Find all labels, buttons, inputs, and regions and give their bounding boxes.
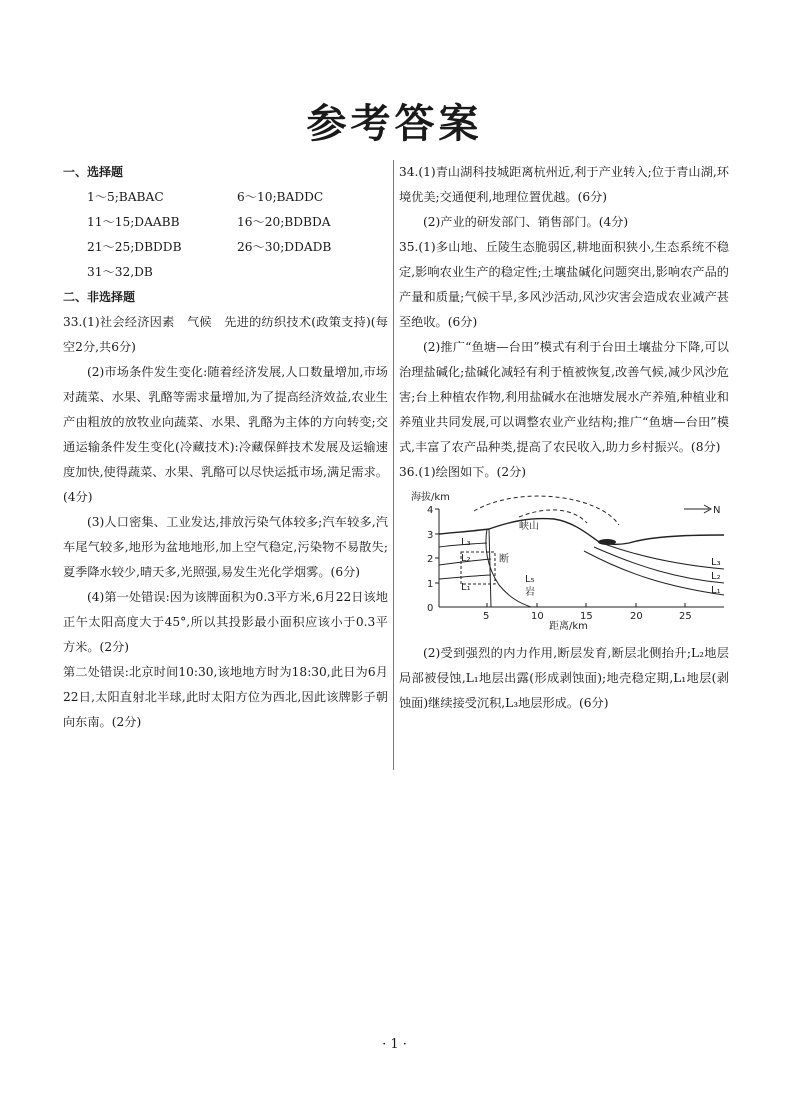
layer-boundary [439, 575, 491, 579]
x-tick: 10 [531, 611, 544, 622]
geologic-cross-section [399, 487, 729, 637]
strata-label-l2-right: L₂ [711, 571, 721, 582]
x-tick: 25 [679, 611, 692, 622]
q36-part1: 36.(1)绘图如下。(2分) [399, 465, 527, 479]
q34-part2: (2)产业的研发部门、销售部门。(4分) [423, 215, 629, 229]
y-tick: 3 [427, 530, 434, 541]
strata-label-l1-right: L₁ [711, 585, 721, 596]
q35-part1: 35.(1)多山地、丘陵生态脆弱区,耕地面积狭小,生态系统不稳定,影响农业生产的稳定性;土壤盐碱化问题突出,影响农产品的产量和质量;气候干旱,多风沙活动,风沙灾害会造成农业减产甚至绝收。(6分) [399, 240, 729, 329]
layer-boundary [584, 551, 724, 595]
answer-row [63, 185, 388, 210]
mountain-label: 峡山 [519, 521, 539, 532]
page-number: · 1 · [382, 1037, 407, 1052]
page-title: 参考答案 [306, 101, 483, 147]
answer-group: 16～20;BDBDA [237, 215, 331, 229]
y-tick: 4 [427, 505, 434, 516]
north-label: N [713, 505, 721, 516]
strata-label-l3-left: L₃ [461, 537, 471, 548]
y-tick: 0 [427, 603, 434, 614]
intrusion-label-rock: 岩 [525, 587, 535, 598]
answer-row [63, 235, 388, 260]
strata-label-l2-left: L₂ [461, 553, 471, 564]
x-tick: 15 [580, 611, 593, 622]
right-column [399, 160, 729, 716]
intrusion-label-l5: L₅ [525, 574, 535, 585]
answer-group: 21～25;DBDDB [87, 240, 182, 254]
q33-part4-second: 第二处错误:北京时间10:30,该地地方时为18:30,此日为6月22日,太阳直射北半球,此时太阳方位为西北,因此该牌影子朝向东南。(2分) [63, 665, 388, 729]
q36-part2: (2)受到强烈的内力作用,断层发育,断层北侧抬升;L₂地层局部被侵蚀,L₁地层出露(形成剥蚀面);地壳稳定期,L₁地层(剥蚀面)继续接受沉积,L₃地层形成。(6分) [399, 646, 729, 710]
answer-row [63, 210, 388, 235]
x-axis-label: 距离/km [549, 621, 588, 632]
answer-group: 6～10;BADDC [237, 190, 324, 204]
left-column [63, 160, 388, 735]
column-divider [393, 160, 394, 770]
section-heading-choice: 一、选择题 [63, 165, 124, 179]
layer-boundary [599, 542, 724, 569]
q33-part1: 33.(1)社会经济因素 气候 先进的纺织技术(政策支持)(每空2分,共6分) [63, 315, 388, 354]
q33-part3: (3)人口密集、工业发达,排放污染气体较多;汽车较多,汽车尾气较多,地形为盆地地形,加上空气稳定,污染物不易散失;夏季降水较少,晴天多,光照强,易发生光化学烟雾。(6分) [63, 515, 388, 579]
x-tick: 5 [483, 611, 490, 622]
answer-group: 26～30;DDADB [237, 240, 332, 254]
q35-part2: (2)推广“鱼塘—台田”模式有利于台田土壤盐分下降,可以治理盐碱化;盐碱化减轻有利于植被恢复,改善气候,减少风沙危害;台上种植农作物,利用盐碱水在池塘发展水产养殖,种植业和养殖业共同发展,可以调整农业产业结构;推广“鱼塘—台田”模式,丰富了农产品种类,提高了农民收入,助力乡村振兴。(8分) [399, 340, 729, 454]
sediment-lens [598, 539, 616, 545]
y-tick: 2 [427, 554, 434, 565]
strata-label-l3-right: L₃ [711, 557, 721, 568]
y-tick: 1 [427, 579, 434, 590]
x-tick: 20 [630, 611, 643, 622]
cross-section-svg [399, 487, 729, 637]
answer-group: 11～15;DAABB [87, 215, 180, 229]
q33-part2: (2)市场条件发生变化:随着经济发展,人口数量增加,市场对蔬菜、水果、乳酪等需求量增加,为了提高经济效益,农业生产由粗放的放牧业向蔬菜、水果、乳酪为主体的方向转变;交通运输条件发生变化(冷藏技术):冷藏保鲜技术发展及运输速度加快,使得蔬菜、水果、乳酪可以尽快运抵市场,满足需求。(4分) [63, 365, 388, 504]
surface-profile [439, 519, 724, 545]
q33-part4: (4)第一处错误:因为该牌面积为0.3平方米,6月22日该地正午太阳高度大于45°,所以其投影最小面积应该小于0.3平方米。(2分) [63, 590, 388, 654]
answer-group: 1～5;BABAC [87, 190, 164, 204]
fault-label: 断 [499, 554, 509, 565]
strata-label-l1-left: L₁ [461, 582, 471, 593]
answer-group: 31～32,DB [87, 265, 153, 279]
section-heading-nonchoice: 二、非选择题 [63, 290, 136, 304]
q34-part1: 34.(1)青山湖科技城距离杭州近,利于产业转入;位于青山湖,环境优美;交通便利,地理位置优越。(6分) [399, 165, 729, 204]
y-axis-label: 海拔/km [411, 492, 450, 503]
answer-row [63, 260, 388, 285]
